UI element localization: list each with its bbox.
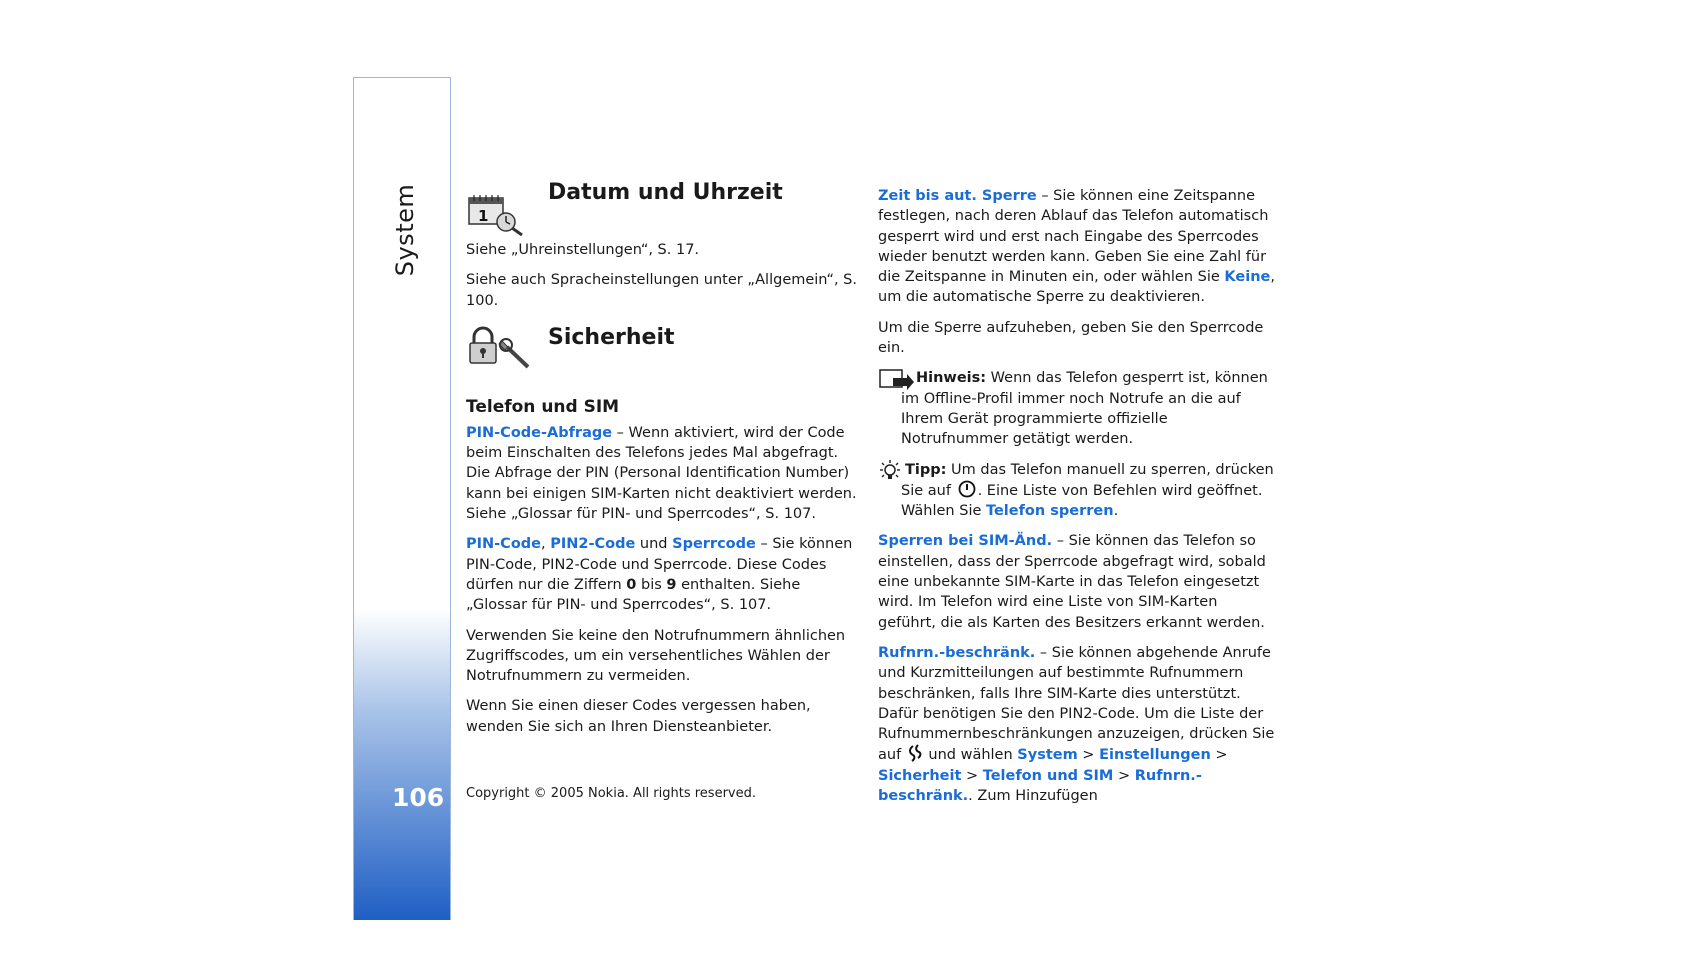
tipp-text-3: . [1113, 503, 1119, 520]
pin2-code-link[interactable]: PIN2-Code [550, 536, 636, 553]
subheading-telefon-und-sim: Telefon und SIM [466, 396, 620, 417]
tipp-label: Tipp: [905, 461, 947, 478]
chapter-title-wrapper [385, 183, 425, 277]
pin-code-link[interactable]: PIN-Code [466, 536, 541, 553]
rufnr-text-1: – Sie können abgehende Anrufe und Kurzmitteilungen auf bestimmte Rufnummern beschränken, falls Ihre SIM-Karte dies unterstützt. Dafür benötigen Sie den PIN2-Code. Um die Liste der Rufnummernbeschränkungen anzuzeigen, drücken Sie auf [878, 644, 1275, 764]
codes-und: und [635, 536, 673, 553]
datum-paragraph-2: Siehe auch Spracheinstellungen unter „Allgemein“, S. 100. [466, 272, 857, 309]
page-number: 106 [392, 783, 445, 812]
codes-bis: bis [636, 576, 667, 593]
unlock-paragraph: Um die Sperre aufzuheben, geben Sie den Sperrcode ein. [878, 319, 1264, 357]
warning-paragraph: Verwenden Sie keine den Notrufnummern ähnlichen Zugriffscodes, um ein versehentliches Wählen der Notrufnummern zu vermeiden. [466, 627, 846, 685]
section-header-sicherheit [466, 325, 861, 385]
tip-lightbulb-icon [878, 460, 902, 482]
zeit-text-2: , um die automatische Sperre zu deaktivieren. [878, 269, 1275, 306]
calendar-clock-icon [466, 192, 526, 236]
codes-text-2: enthalten. Siehe „Glossar für PIN- und Sperrcodes“, S. 107. [466, 576, 801, 614]
path-sep-2: > [1210, 747, 1228, 764]
codes-paragraph [466, 534, 861, 615]
path-sep-1: > [1077, 747, 1100, 764]
path-rufnrn-beschraenk-link[interactable]: Rufnrn.-beschränk. [878, 767, 1202, 805]
hinweis-label: Hinweis: [916, 370, 987, 387]
hinweis-text: Wenn das Telefon gesperrt ist, können im Offline-Profil immer noch Notrufe an die auf Ihrem Gerät programmierte offizielle Notrufnummer getätigt werden. [901, 370, 1268, 448]
power-key-icon [956, 480, 978, 498]
pin-code-abfrage-text: – Wenn aktiviert, wird der Code beim Einschalten des Telefons jedes Mal abgefragt. Die Abfrage der PIN (Personal Identification Number) kann bei einigen SIM-Karten nicht deaktiviert werden. Siehe „Glossar für PIN- und Sperrcodes“, S. 107. [466, 424, 857, 523]
padlock-wrench-icon [466, 325, 536, 371]
sim-aend-text: – Sie können das Telefon so einstellen, dass der Sperrcode abgefragt wird, sobald eine unbekannte SIM-Karte in das Telefon eingesetzt wird. Im Telefon wird eine Liste von SIM-Karten geführt, die als Karten des Besitzers erkannt werden. [878, 533, 1266, 631]
zeit-paragraph [878, 186, 1278, 308]
pin-code-abfrage-link[interactable]: PIN-Code-Abfrage [466, 424, 613, 441]
copyright-footer: Copyright © 2005 Nokia. All rights reserved. [466, 786, 756, 801]
path-sicherheit-link[interactable]: Sicherheit [878, 767, 962, 784]
datum-paragraph-1: Siehe „Uhreinstellungen“, S. 17. [466, 242, 700, 258]
forgot-code-paragraph: Wenn Sie einen dieser Codes vergessen haben, wenden Sie sich an Ihren Diensteanbieter. [466, 698, 811, 735]
hinweis-note [878, 368, 1278, 449]
codes-sep: , [541, 536, 551, 553]
tipp-note [878, 460, 1278, 522]
rufnr-text-3: . Zum Hinzufügen [968, 788, 1098, 805]
chapter-title: System [391, 183, 419, 277]
keine-link[interactable]: Keine [1224, 269, 1271, 286]
left-column [466, 180, 861, 747]
zeit-bis-aut-sperre-link[interactable]: Zeit bis aut. Sperre [878, 188, 1037, 204]
telefon-sperren-link[interactable]: Telefon sperren [986, 503, 1114, 520]
codes-text-1: – Sie können PIN-Code, PIN2-Code und Sperrcode. Diese Codes dürfen nur die Ziffern [466, 536, 853, 593]
path-system-link[interactable]: System [1017, 747, 1078, 764]
digit-nine: 9 [666, 576, 677, 593]
menu-key-icon [906, 744, 924, 762]
tipp-text-2: . Eine Liste von Befehlen wird geöffnet. Wählen Sie [901, 482, 1263, 520]
sperren-bei-sim-aend-link[interactable]: Sperren bei SIM-Änd. [878, 533, 1053, 550]
heading-sicherheit: Sicherheit [548, 324, 675, 350]
rufnr-paragraph [878, 643, 1278, 806]
svg-text:1: 1 [478, 207, 489, 225]
path-sep-4: > [1113, 767, 1135, 784]
rufnr-text-2: und wählen [923, 747, 1018, 764]
sperrcode-link[interactable]: Sperrcode [672, 536, 756, 553]
path-telefon-und-sim-link[interactable]: Telefon und SIM [982, 767, 1114, 784]
pin-code-abfrage-paragraph [466, 423, 861, 524]
digit-zero: 0 [626, 576, 637, 593]
rufnrn-beschraenk-link[interactable]: Rufnrn.-beschränk. [878, 644, 1036, 661]
heading-datum-und-uhrzeit: Datum und Uhrzeit [548, 180, 783, 205]
path-einstellungen-link[interactable]: Einstellungen [1099, 747, 1211, 764]
zeit-text-1: – Sie können eine Zeitspanne festlegen, nach deren Ablauf das Telefon automatisch gesperrt wird und erst nach Eingabe des Sperrcodes wieder benutzt werden kann. Geben Sie eine Zahl für die Zeitspanne in Minuten ein, oder wählen Sie [878, 188, 1269, 286]
note-hand-icon [879, 368, 915, 390]
sim-aend-paragraph [878, 531, 1278, 632]
tipp-text-1: Um das Telefon manuell zu sperren, drücken Sie auf [901, 461, 1274, 499]
section-header-datum [466, 180, 861, 240]
right-column [878, 186, 1278, 816]
path-sep-3: > [961, 767, 983, 784]
